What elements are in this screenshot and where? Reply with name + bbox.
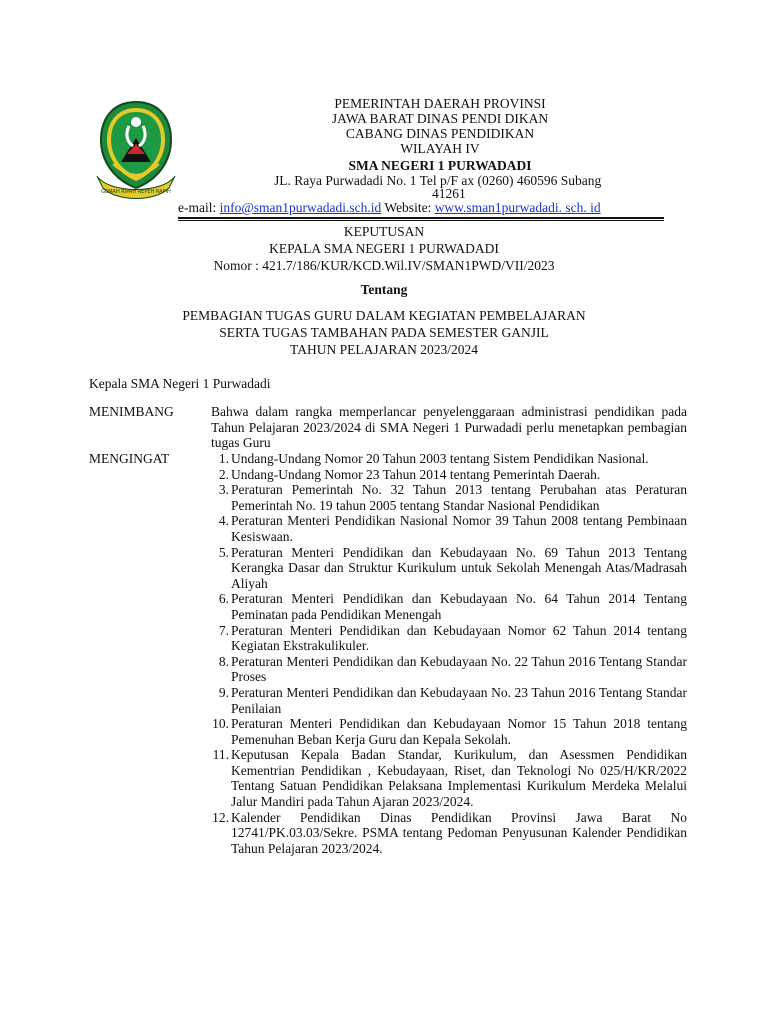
list-item [209,591,687,622]
list-item [209,467,687,483]
menimbang-text: Bahwa dalam rangka memperlancar penyelenggaraan administrasi pendidikan pada Tahun Pelajaran 2023/2024 di SMA Negeri 1 Purwadadi perlu menetapkan pembagian tugas Guru [211,404,687,451]
list-item-text: Undang-Undang Nomor 23 Tahun 2014 tentang Pemerintah Daerah. [231,466,601,482]
opening-line: Kepala SMA Negeri 1 Purwadadi [89,376,271,391]
letterhead-line-3: CABANG DINAS PENDIDIKAN [345,126,535,141]
list-item-text: Peraturan Pemerintah No. 32 Tahun 2013 tentang Perubahan atas Peraturan Pemerintah No. 19 tahun 2005 tentang Standar Nasional Pendidikan [231,482,687,513]
list-item-number: 3. [218,482,229,498]
decree-number: Nomor : 421.7/186/KUR/KCD.Wil.IV/SMAN1PWD/VII/2023 [213,258,555,273]
mengingat-label: MENGINGAT [89,451,170,466]
list-item-text: Peraturan Menteri Pendidikan dan Kebudayaan No. 22 Tahun 2016 Tentang Standar Proses [231,653,687,685]
logo-motto-text: GEMAH RIPAH REPEH RAPIH [101,189,171,195]
menimbang-label: MENIMBANG [89,404,174,419]
list-item-number: 11. [212,747,229,763]
list-item-number: 6. [218,591,229,607]
list-item-text: Keputusan Kepala Badan Standar, Kurikulum, dan Asessmen Pendidikan Kementrian Pendidikan , Kebudayaan, Riset, dan Teknologi No 025/H/KR/2022 Tentang Satuan Pendidikan Pelaksana Implementasi Kurikulum Merdeka Melalui Jalur Mandiri pada Tahun Ajaran 2023/2024. [231,747,687,810]
list-item-number: 8. [218,653,229,669]
list-item [209,482,687,513]
website-label: Website: [384,200,432,215]
decree-title: KEPUTUSAN [343,224,425,239]
decree-issuer: KEPALA SMA NEGERI 1 PURWADADI [269,241,499,256]
letterhead-divider-thin [178,220,664,221]
list-item-number: 1. [218,451,229,466]
tentang-heading: Tentang [360,282,408,297]
list-item-text: Peraturan Menteri Pendidikan dan Kebudayaan No. 23 Tahun 2016 Tentang Standar Penilaian [231,684,687,716]
school-name: SMA NEGERI 1 PURWADADI [348,158,532,173]
school-address: JL. Raya Purwadadi No. 1 Tel p/F ax (0260) 460596 Subang [274,173,602,188]
letterhead-line-1: PEMERINTAH DAERAH PROVINSI [334,96,546,111]
website-link[interactable]: www.sman1purwadadi. sch. id [434,200,601,215]
list-item [209,716,687,747]
subject-line-2: SERTA TUGAS TAMBAHAN PADA SEMESTER GANJIL [219,325,549,340]
west-java-emblem-logo [95,98,177,202]
list-item-text: Peraturan Menteri Pendidikan dan Kebudayaan Nomor 15 Tahun 2018 tentang Pemenuhan Beban Kerja Guru dan Kepala Sekolah. [231,716,687,747]
list-item [209,451,687,467]
contact-line [178,200,601,215]
email-label: e-mail: [178,200,217,215]
list-item-number: 9. [218,684,229,700]
school-postal-code: 41261 [432,186,466,201]
list-item-text: Peraturan Menteri Pendidikan dan Kebudayaan Nomor 62 Tahun 2014 tentang Kegiatan Ekstrakulikuler. [231,622,687,654]
list-item-text: Peraturan Menteri Pendidikan Nasional Nomor 39 Tahun 2008 tentang Pembinaan Kesiswaan. [231,513,687,544]
list-item [209,513,687,544]
list-item-number: 5. [218,544,229,560]
list-item-number: 12. [212,809,229,825]
list-item [209,747,687,809]
list-item [209,685,687,716]
list-item [209,654,687,685]
list-item-text: Undang-Undang Nomor 20 Tahun 2003 tentang Sistem Pendidikan Nasional. [231,451,649,466]
list-item-number: 4. [218,513,229,529]
list-item [209,545,687,592]
list-item-text: Peraturan Menteri Pendidikan dan Kebudayaan No. 69 Tahun 2013 Tentang Kerangka Dasar dan Struktur Kurikulum untuk Sekolah Menengah Atas/Madrasah Aliyah [231,544,687,591]
list-item [209,623,687,654]
list-item-number: 10. [212,716,229,732]
list-item-number: 7. [218,622,229,638]
email-link[interactable]: info@sman1purwadadi.sch.id [219,200,382,215]
list-item-text: Peraturan Menteri Pendidikan dan Kebudayaan No. 64 Tahun 2014 Tentang Peminatan pada Pendidikan Menengah [231,591,687,622]
subject-line-3: TAHUN PELAJARAN 2023/2024 [290,342,478,357]
list-item [209,810,687,857]
subject-line-1: PEMBAGIAN TUGAS GURU DALAM KEGIATAN PEMBELAJARAN [182,308,586,323]
list-item-text: Kalender Pendidikan Dinas Pendidikan Provinsi Jawa Barat No 12741/PK.03.03/Sekre. PSMA tentang Pedoman Penyusunan Kalender Pendidikan Tahun Pelajaran 2023/2024. [231,809,687,856]
letterhead-line-4: WILAYAH IV [400,141,480,156]
mengingat-list [209,451,687,856]
letterhead-line-2: JAWA BARAT DINAS PENDI DIKAN [331,111,549,126]
list-item-number: 2. [218,466,229,482]
letterhead-divider [178,217,664,219]
